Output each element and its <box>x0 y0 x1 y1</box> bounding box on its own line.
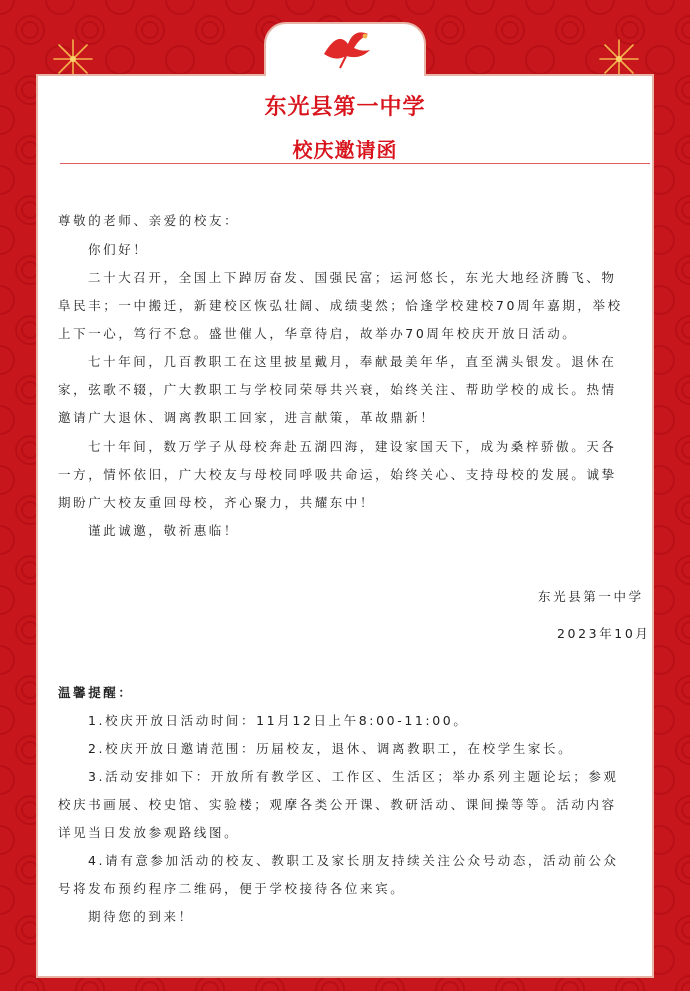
closing-line: 谨此诚邀，敬祈惠临！ <box>88 523 240 538</box>
salutation: 尊敬的老师、亲爱的校友： <box>58 213 240 228</box>
greeting: 你们好！ <box>88 242 149 257</box>
signature: 东光县第一中学 <box>538 589 644 604</box>
notice-ending: 期待您的到来！ <box>88 909 194 924</box>
notice-item-3-line: 详见当日发放参观路线图。 <box>58 825 240 840</box>
paragraph-3-line: 七十年间，数万学子从母校奔赴五湖四海，建设家国天下，成为桑梓骄傲。天各 <box>88 439 617 454</box>
crane-icon <box>318 24 374 72</box>
notice-title: 温馨提醒： <box>58 685 134 700</box>
date: 2023年10月 <box>557 626 651 641</box>
title-divider <box>60 163 650 164</box>
school-name-title: 东光县第一中学 <box>264 95 426 120</box>
paragraph-1-line: 二十大召开，全国上下踔厉奋发、国强民富；运河悠长，东光大地经济腾飞、物 <box>88 270 617 285</box>
notice-item-2: 2.校庆开放日邀请范围：历届校友，退休、调离教职工，在校学生家长。 <box>88 741 574 756</box>
notice-item-4-line: 4.请有意参加活动的校友、教职工及家长朋友持续关注公众号动态，活动前公众 <box>88 853 619 868</box>
notice-item-1: 1.校庆开放日活动时间：11月12日上午8:00-11:00。 <box>88 713 469 728</box>
notice-item-3-line: 3.活动安排如下：开放所有教学区、工作区、生活区；举办系列主题论坛；参观 <box>88 769 619 784</box>
paragraph-3-line: 一方，情怀依旧，广大校友与母校同呼吸共命运，始终关心、支持母校的发展。诚挚 <box>58 467 617 482</box>
invitation-title: 校庆邀请函 <box>292 138 398 162</box>
notice-item-3-line: 校庆书画展、校史馆、实验楼；观摩各类公开课、教研活动、课间操等等。活动内容 <box>58 797 617 812</box>
paragraph-2-line: 家，弦歌不辍，广大教职工与学校同荣辱共兴衰，始终关注、帮助学校的成长。热情 <box>58 382 617 397</box>
notice-item-4-line: 号将发布预约程序二维码，便于学校接待各位来宾。 <box>58 881 406 896</box>
paragraph-3-line: 期盼广大校友重回母校，齐心聚力，共耀东中！ <box>58 495 376 510</box>
paragraph-1-line: 上下一心，笃行不怠。盛世催人，华章待启，故举办70周年校庆开放日活动。 <box>58 326 578 341</box>
paragraph-1-line: 阜民丰；一中搬迁，新建校区恢弘壮阔、成绩斐然；恰逢学校建校70周年嘉期，举校 <box>58 298 623 313</box>
tab-joint <box>266 72 424 78</box>
paragraph-2-line: 邀请广大退休、调离教职工回家，进言献策，革故鼎新！ <box>58 410 436 425</box>
paragraph-2-line: 七十年间，几百教职工在这里披星戴月，奉献最美年华，直至满头银发。退休在 <box>88 354 617 369</box>
